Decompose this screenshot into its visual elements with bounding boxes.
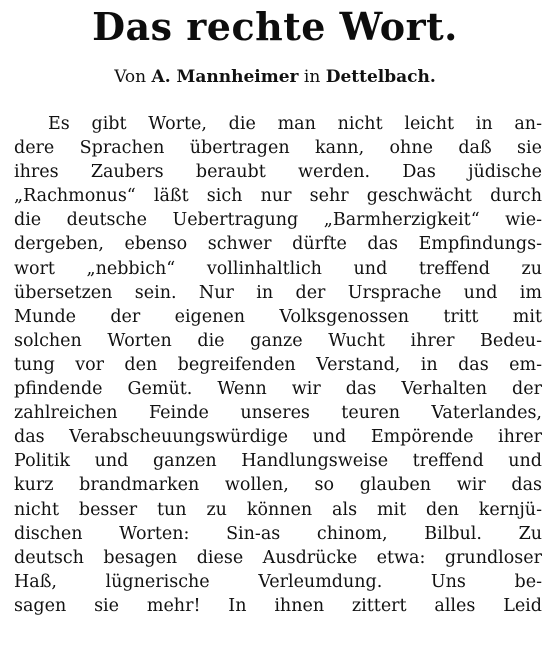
body-line-18: dischen Worten: Sin-as chinom, Bilbul. Zu (14, 523, 542, 544)
article-title: Das rechte Wort. (92, 4, 458, 49)
article-body (14, 112, 542, 618)
body-line-12: pfindende Gemüt. Wenn wir das Verhalten der (14, 379, 542, 400)
byline-connector: in (303, 67, 321, 87)
body-line-3: ihres Zaubers beraubt werden. Das jüdische (14, 162, 542, 183)
body-line-11: tung vor den begreifenden Verstand, in das em- (14, 354, 542, 375)
byline-author: A. Mannheimer (151, 67, 299, 87)
body-line-6: dergeben, ebenso schwer dürfte das Empfindungs- (14, 234, 542, 255)
byline-place: Dettelbach. (325, 67, 436, 87)
body-line-7: wort „nebbich“ vollinhaltlich und treffend zu (14, 258, 542, 279)
body-line-17: nicht besser tun zu können als mit den kernjü- (14, 499, 542, 520)
body-line-9: Munde der eigenen Volksgenossen tritt mit (14, 306, 542, 327)
body-line-14: das Verabscheuungswürdige und Empörende ihrer (14, 427, 542, 448)
article-byline (0, 66, 550, 88)
body-line-20: Haß, lügnerische Verleumdung. Uns be- (14, 571, 542, 592)
body-line-8: übersetzen sein. Nur in der Ursprache und im (14, 282, 542, 303)
body-line-13: zahlreichen Feinde unseres teuren Vaterlandes, (14, 403, 542, 424)
byline-prefix: Von (114, 67, 147, 87)
body-line-15: Politik und ganzen Handlungsweise treffend und (14, 451, 542, 472)
body-line-4: „Rachmonus“ läßt sich nur sehr geschwächt durch (14, 186, 542, 207)
body-line-1: Es gibt Worte, die man nicht leicht in an- (48, 114, 542, 134)
body-line-5: die deutsche Uebertragung „Barmherzigkeit“ wie- (14, 210, 542, 231)
body-line-10: solchen Worten die ganze Wucht ihrer Bedeu- (14, 330, 542, 351)
body-line-19: deutsch besagen diese Ausdrücke etwa: grundloser (14, 547, 542, 568)
body-line-16: kurz brandmarken wollen, so glauben wir das (14, 475, 542, 496)
body-line-21: sagen sie mehr! In ihnen zittert alles Leid (14, 595, 542, 616)
body-line-2: dere Sprachen übertragen kann, ohne daß sie (14, 138, 542, 159)
